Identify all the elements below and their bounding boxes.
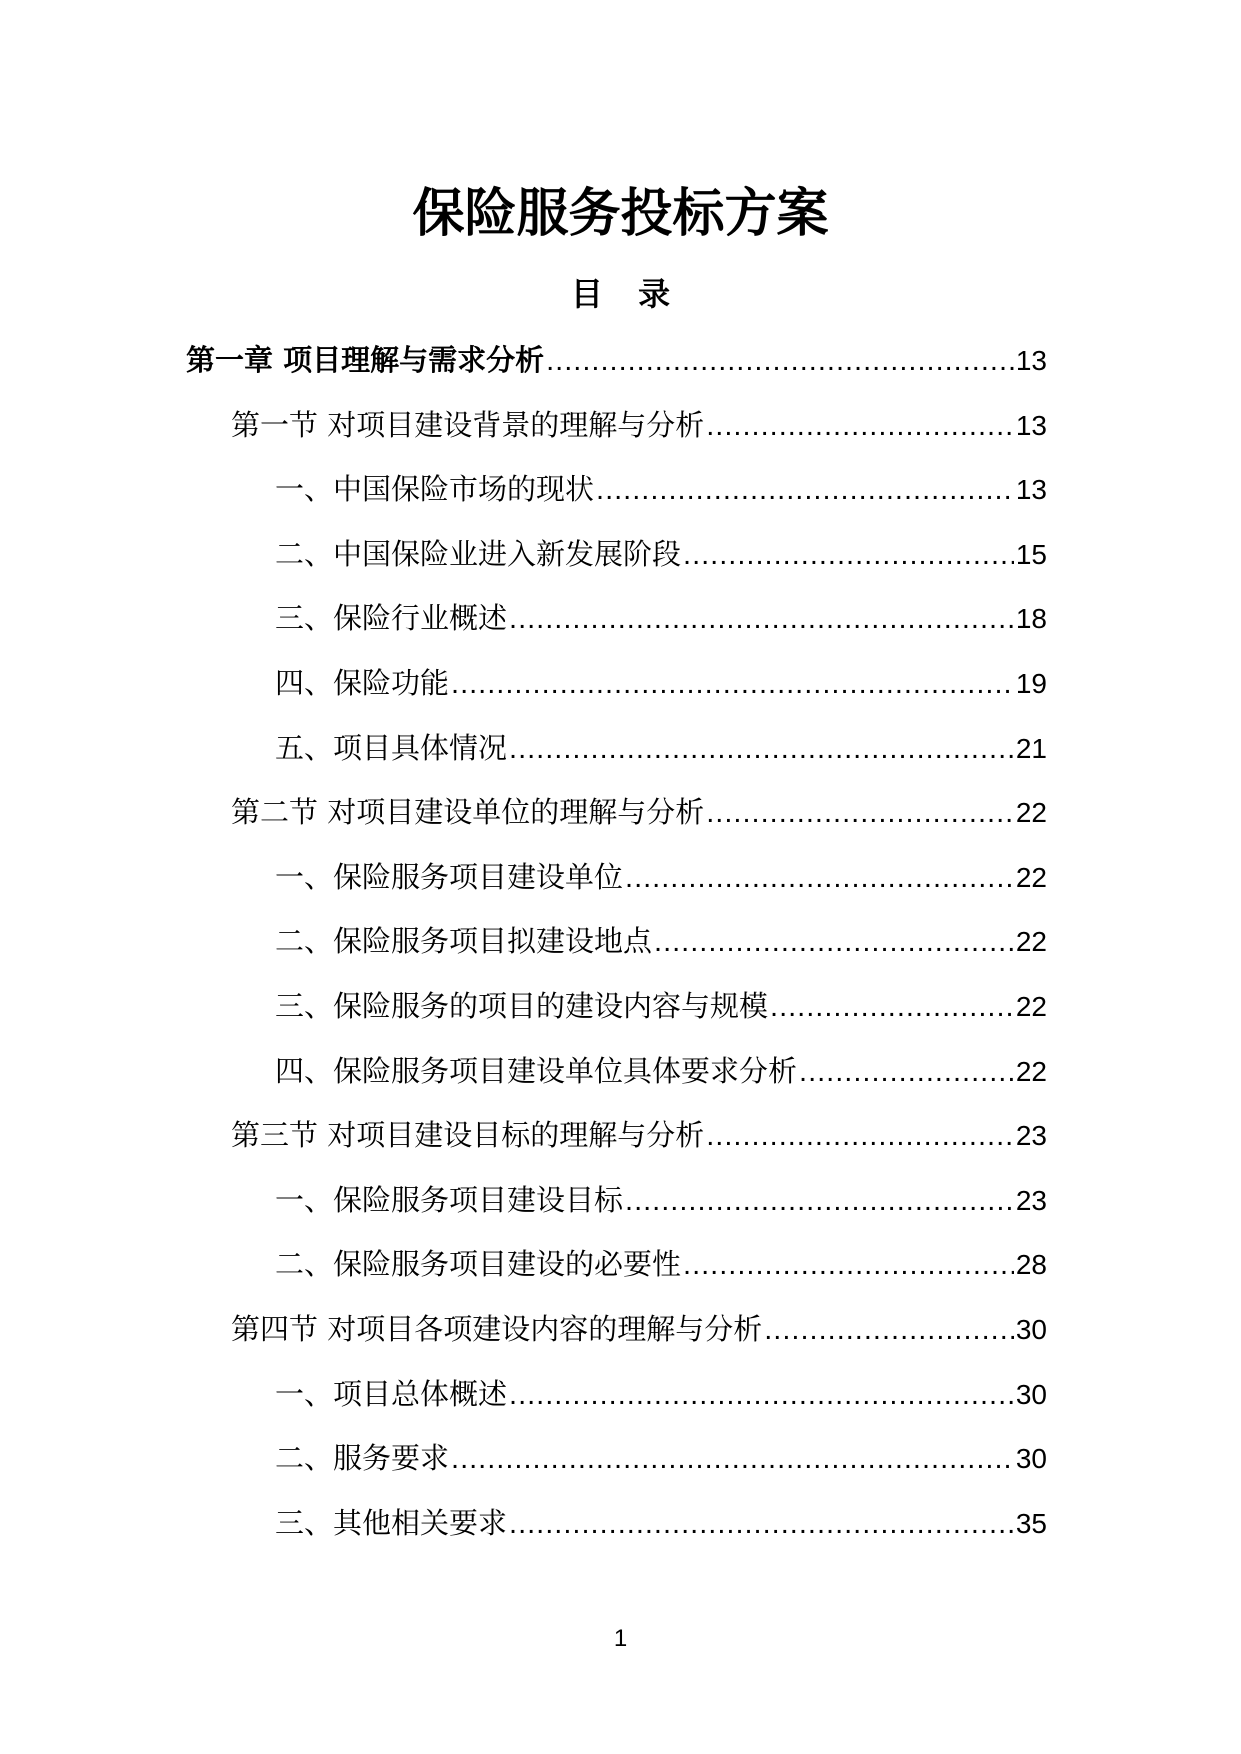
toc-entry-page: 18 [1015,603,1047,635]
toc-entry-title: 二、保险服务项目拟建设地点 [275,924,653,959]
toc-entry[interactable] [275,726,1047,770]
toc-entry-page: 13 [1015,409,1047,441]
toc-entry[interactable] [275,1178,1047,1222]
toc-entry[interactable] [275,661,1047,705]
toc-entry-title: 二、中国保险业进入新发展阶段 [275,536,682,571]
toc-entry-title: 第二节 对项目建设单位的理解与分析 [231,795,705,830]
toc-entry[interactable] [275,1242,1047,1286]
toc-entry[interactable] [186,338,1047,382]
toc-entry-title: 二、保险服务项目建设的必要性 [275,1247,682,1282]
toc-leader-dots [683,533,1014,577]
toc-leader-dots [546,339,1014,383]
toc-leader-dots [509,597,1014,641]
toc-entry-title: 一、中国保险市场的现状 [275,472,595,507]
toc-entry[interactable] [275,984,1047,1028]
toc-leader-dots [509,1373,1014,1417]
toc-entry-page: 21 [1015,732,1047,764]
toc-entry-page: 22 [1015,861,1047,893]
toc-leader-dots [625,1179,1014,1223]
toc-entry-page: 35 [1015,1507,1047,1539]
toc-leader-dots [683,1243,1014,1287]
toc-entry-page: 23 [1015,1184,1047,1216]
toc-entry-title: 四、保险功能 [275,666,450,700]
toc-leader-dots [451,662,1014,706]
toc-entry-title: 四、保险服务项目建设单位具体要求分析 [275,1053,798,1088]
toc-entry[interactable] [231,790,1047,834]
toc-entry-page: 19 [1015,668,1047,699]
toc-entry-page: 22 [1015,926,1047,958]
document-title: 保险服务投标方案 [412,184,829,244]
toc-entry-title: 第一章 项目理解与需求分析 [186,343,545,377]
toc-heading: 目 录 [570,275,683,313]
toc-entry-page: 30 [1015,1443,1047,1475]
toc-leader-dots [625,856,1014,900]
toc-entry-page: 22 [1015,991,1047,1022]
toc-leader-dots [509,727,1014,771]
toc-entry[interactable] [275,1501,1047,1545]
toc-entry-title: 三、其他相关要求 [275,1505,508,1540]
toc-leader-dots [764,1308,1014,1352]
toc-entry-page: 30 [1015,1378,1047,1410]
toc-entry[interactable] [231,403,1047,447]
toc-entry-page: 13 [1015,474,1047,506]
toc-entry[interactable] [275,596,1047,640]
toc-leader-dots [451,1437,1014,1481]
toc-entry-page: 22 [1015,1055,1047,1087]
toc-entry-page: 23 [1015,1120,1047,1152]
toc-leader-dots [596,468,1014,512]
toc-entry[interactable] [275,855,1047,899]
toc-leader-dots [509,1502,1014,1546]
toc-entry-title: 第一节 对项目建设背景的理解与分析 [231,407,705,442]
toc-entry[interactable] [275,1436,1047,1480]
toc-leader-dots [654,920,1014,964]
toc-entry[interactable] [275,1049,1047,1093]
toc-leader-dots [770,985,1014,1029]
toc-entry-title: 五、项目具体情况 [275,730,508,765]
toc-entry-title: 第四节 对项目各项建设内容的理解与分析 [231,1312,763,1346]
toc-entry[interactable] [275,919,1047,963]
toc-entry-page: 15 [1015,538,1047,570]
toc-entry-page: 30 [1015,1314,1047,1345]
toc-entry-title: 三、保险服务的项目的建设内容与规模 [275,989,769,1023]
toc-entry-page: 28 [1015,1249,1047,1281]
toc-entry[interactable] [231,1113,1047,1157]
toc-entry-title: 一、保险服务项目建设单位 [275,859,624,894]
toc-leader-dots [706,404,1014,448]
toc-leader-dots [706,1114,1014,1158]
toc-entry[interactable] [275,1372,1047,1416]
toc-entry-title: 第三节 对项目建设目标的理解与分析 [231,1118,705,1153]
toc-entry-title: 一、保险服务项目建设目标 [275,1182,624,1217]
toc-entry[interactable] [275,532,1047,576]
toc-entry-title: 三、保险行业概述 [275,601,508,636]
toc-entry-page: 22 [1015,797,1047,829]
toc-entry[interactable] [231,1307,1047,1351]
toc-leader-dots [706,791,1014,835]
toc-leader-dots [799,1050,1014,1094]
toc-entry-page: 13 [1015,345,1047,376]
page-number: 1 [613,1625,628,1652]
toc-entry-title: 二、服务要求 [275,1441,450,1476]
toc-entry-title: 一、项目总体概述 [275,1376,508,1411]
toc-entry[interactable] [275,467,1047,511]
